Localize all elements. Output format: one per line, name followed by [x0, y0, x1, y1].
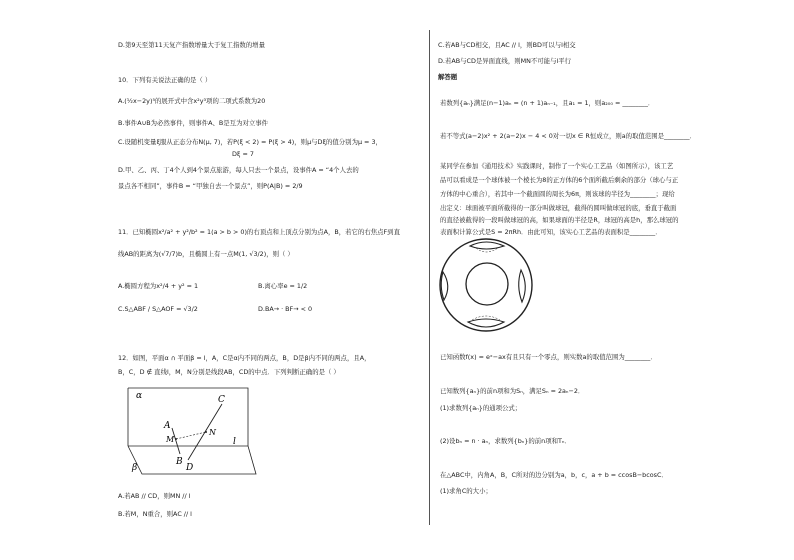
- q12-option-b: B.若M，N重合，则AC // l: [118, 510, 192, 518]
- problem-inequality: 若不等式(a−2)x² + 2(a−2)x − 4 < 0对一切x ∈ R恒成立，则a的取值范围是________．: [440, 132, 696, 140]
- q11-option-d: D.BA→ · BF→ < 0: [258, 305, 313, 313]
- section-title: 解答题: [438, 73, 458, 81]
- label-beta: β: [132, 463, 138, 473]
- problem-sphere-line-3: 方体的中心重合），若其中一个截面圆的周长为6π，则该球的半径为________；现给: [440, 190, 675, 198]
- q10-option-a: A.(½x−2y)⁵的展开式中含x²y³项的二项式系数为20: [118, 97, 266, 105]
- q10-stem: 10．下列有关说法正确的是（ ）: [118, 76, 212, 84]
- q11-stem-cont: 线AB的距离为(√7/7)b，且椭圆上有一点M(1, √3/2)，则（ ）: [118, 250, 294, 258]
- label-M: M: [166, 435, 175, 444]
- q12-option-c: C.若AB与CD相交，且AC // l，则BD可以与l相交: [438, 41, 576, 49]
- q11-stem: 11．已知椭圆x²/a² + y²/b² = 1(a > b > 0)的右顶点和上顶点分别为点A，B，若它的右焦点F到直: [118, 228, 400, 236]
- problem-function: 已知函数f(x) = eˣ−ax有且只有一个零点，则实数a的取值范围为________．: [440, 353, 657, 361]
- label-C: C: [218, 395, 225, 405]
- q11-option-c: C.S△ABF / S△AOF = √3/2: [118, 305, 198, 313]
- problem-sequence: 若数列{aₙ}满足(n−1)aₙ = (n + 1)aₙ₋₁，且a₁ = 1，则a₂₀₀ = ________．: [440, 99, 655, 107]
- q10-option-d-cont: 景点各不相同”，事件B = “甲独自去一个景点”，则P(A|B) = 2/9: [118, 182, 303, 190]
- q12-option-a: A.若AB // CD，则MN // l: [118, 492, 191, 500]
- problem-sphere-line-5: 的直径被截得的一段叫做球冠的高，如果球面的半径是R，球冠的高是h，那么球冠的: [440, 216, 679, 224]
- problem-triangle-part1: (1)求角C的大小；: [440, 487, 492, 495]
- q12-stem-cont: B，C，D ∉ 直线l，M，N分别是线段AB，CD的中点．下列判断正确的是（ ）: [118, 368, 340, 376]
- q10-option-c: C.设随机变量ξ服从正态分布N(μ, 7)，若P(ξ < 2) = P(ξ > 4)，则μ与Dξ的值分别为μ = 3，: [118, 138, 382, 146]
- problem-sphere-line-2: 品可以看成是一个球体被一个棱长为8的正方体的6个面所截后剩余的部分（球心与正: [440, 176, 679, 184]
- label-A: A: [164, 421, 171, 431]
- q12-stem: 12．如图，平面α ∩ 平面β = l，A，C是α内不同的两点，B，D是β内不同的两点，且A，: [118, 354, 371, 362]
- column-divider: [429, 30, 430, 525]
- problem-series: 已知数列{aₙ}的前n项和为Sₙ，满足Sₙ = 2aₙ−2．: [440, 387, 585, 395]
- problem-series-part1: (1)求数列{aₙ}的通项公式；: [440, 404, 522, 412]
- q10-option-c-cont: Dξ = 7: [232, 150, 254, 158]
- prev-option-d: D.第9天至第11天复产指数增量大于复工指数的增量: [118, 41, 265, 49]
- q12-option-d: D.若AB与CD是异面直线，则MN不可能与l平行: [438, 57, 572, 65]
- q10-option-d: D.甲、乙、丙、丁4个人到4个景点旅游，每人只去一个景点，设事件A = “4个人去的: [118, 166, 359, 174]
- problem-triangle: 在△ABC中，内角A，B，C所对的边分别为a，b，c，a + b = ccosB−bcosC．: [440, 471, 668, 479]
- truncated-sphere-figure: [436, 236, 536, 334]
- label-l: l: [233, 437, 236, 447]
- q11-option-b: B.离心率e = 1/2: [258, 282, 308, 290]
- label-N: N: [209, 428, 216, 437]
- problem-sphere-line-1: 某同学在参加《通用技术》实践课时，制作了一个实心工艺品（如图所示），该工艺: [440, 162, 674, 170]
- q10-option-b: B.事件A∪B为必然事件，则事件A、B是互为对立事件: [118, 119, 269, 127]
- label-alpha: α: [136, 391, 143, 401]
- label-B: B: [176, 457, 183, 467]
- problem-series-part2: (2)设bₙ = n · aₙ，求数列{bₙ}的前n项和Tₙ．: [440, 437, 571, 445]
- label-D: D: [186, 463, 194, 473]
- problem-sphere-line-6: 表面积计算公式是S = 2πRh．由此可知，该实心工艺品的表面积是________．: [440, 228, 662, 236]
- problem-sphere-line-4: 出定义：球面被平面所截得的一部分叫做球冠，截得的圆叫做球冠的底，垂直于截面: [440, 204, 677, 212]
- planes-figure: [118, 384, 258, 476]
- q11-option-a: A.椭圆方程为x²/4 + y² = 1: [118, 282, 199, 290]
